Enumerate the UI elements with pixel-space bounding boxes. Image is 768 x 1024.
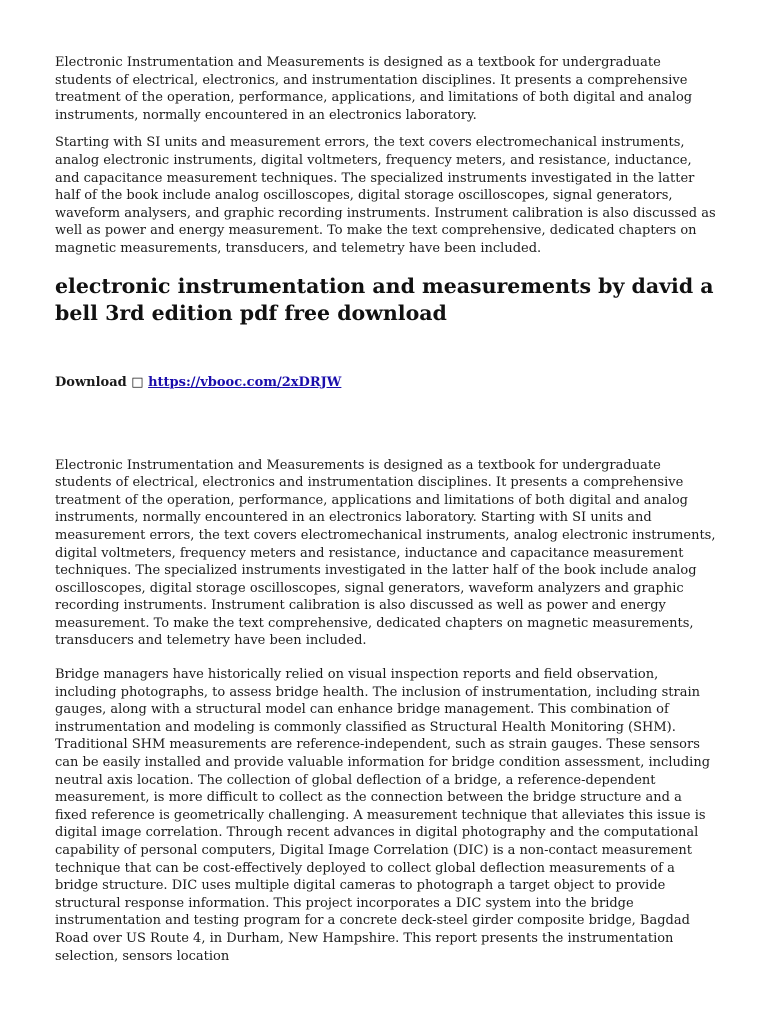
page-title: electronic instrumentation and measurements by david a bell 3rd edition pdf free download	[55, 273, 714, 325]
intro-paragraph-1: Electronic Instrumentation and Measurements is designed as a textbook for undergraduate students of electrical, electronics, and instrumentation disciplines. It presents a comprehensive treatment of the operation, performance, applications, and limitations of both digital and analog instruments, normally encountered in an electronics laboratory.	[55, 55, 693, 123]
body-paragraph-1: Electronic Instrumentation and Measurements is designed as a textbook for undergraduate students of electrical, electronics and instrumentation disciplines. It presents a comprehensive treatment of the operation, performance, applications and limitations of both digital and analog instruments, normally encountered in an electronics laboratory. Starting with SI units and measurement errors, the text covers electromechanical instruments, analog electronic instruments, digital voltmeters, frequency meters and resistance, inductance and capacitance measurement techniques. The specialized instruments investigated in the latter half of the book include analog oscilloscopes, digital storage oscilloscopes, signal generators, waveform analyzers and graphic recording instruments. Instrument calibration is also discussed as well as power and energy measurement. To make the text comprehensive, dedicated chapters on magnetic measurements, transducers and telemetry have been included.	[55, 457, 716, 649]
download-label: Download	[55, 374, 127, 390]
download-arrow-icon: □	[131, 374, 144, 390]
download-line	[55, 374, 717, 392]
document-page	[55, 54, 717, 965]
download-link[interactable]: https://vbooc.com/2xDRJW	[148, 374, 342, 390]
intro-paragraph-2: Starting with SI units and measurement errors, the text covers electromechanical instruments, analog electronic instruments, digital voltmeters, frequency meters, and resistance, inductance, and capacitance measurement techniques. The specialized instruments investigated in the latter half of the book include analog oscilloscopes, digital storage oscilloscopes, signal generators, waveform analysers, and graphic recording instruments. Instrument calibration is also discussed as well as power and energy measurement. To make the text comprehensive, dedicated chapters on magnetic measurements, transducers, and telemetry have been included.	[55, 135, 716, 256]
body-paragraph-2: Bridge managers have historically relied on visual inspection reports and field observation, including photographs, to assess bridge health. The inclusion of instrumentation, including strain gauges, along with a structural model can enhance bridge management. This combination of instrumentation and modeling is commonly classified as Structural Health Monitoring (SHM). Traditional SHM measurements are reference-independent, such as strain gauges. These sensors can be easily installed and provide valuable information for bridge condition assessment, including neutral axis location. The collection of global deflection of a bridge, a reference-dependent measurement, is more difficult to collect as the connection between the bridge structure and a fixed reference is geometrically challenging. A measurement technique that alleviates this issue is digital image correlation. Through recent advances in digital photography and the computational capability of personal computers, Digital Image Correlation (DIC) is a non-contact measurement technique that can be cost-effectively deployed to collect global deflection measurements of a bridge structure. DIC uses multiple digital cameras to photograph a target object to provide structural response information. This project incorporates a DIC system into the bridge instrumentation and testing program for a concrete deck-steel girder composite bridge, Bagdad Road over US Route 4, in Durham, New Hampshire. This report presents the instrumentation selection, sensors location	[55, 667, 711, 964]
